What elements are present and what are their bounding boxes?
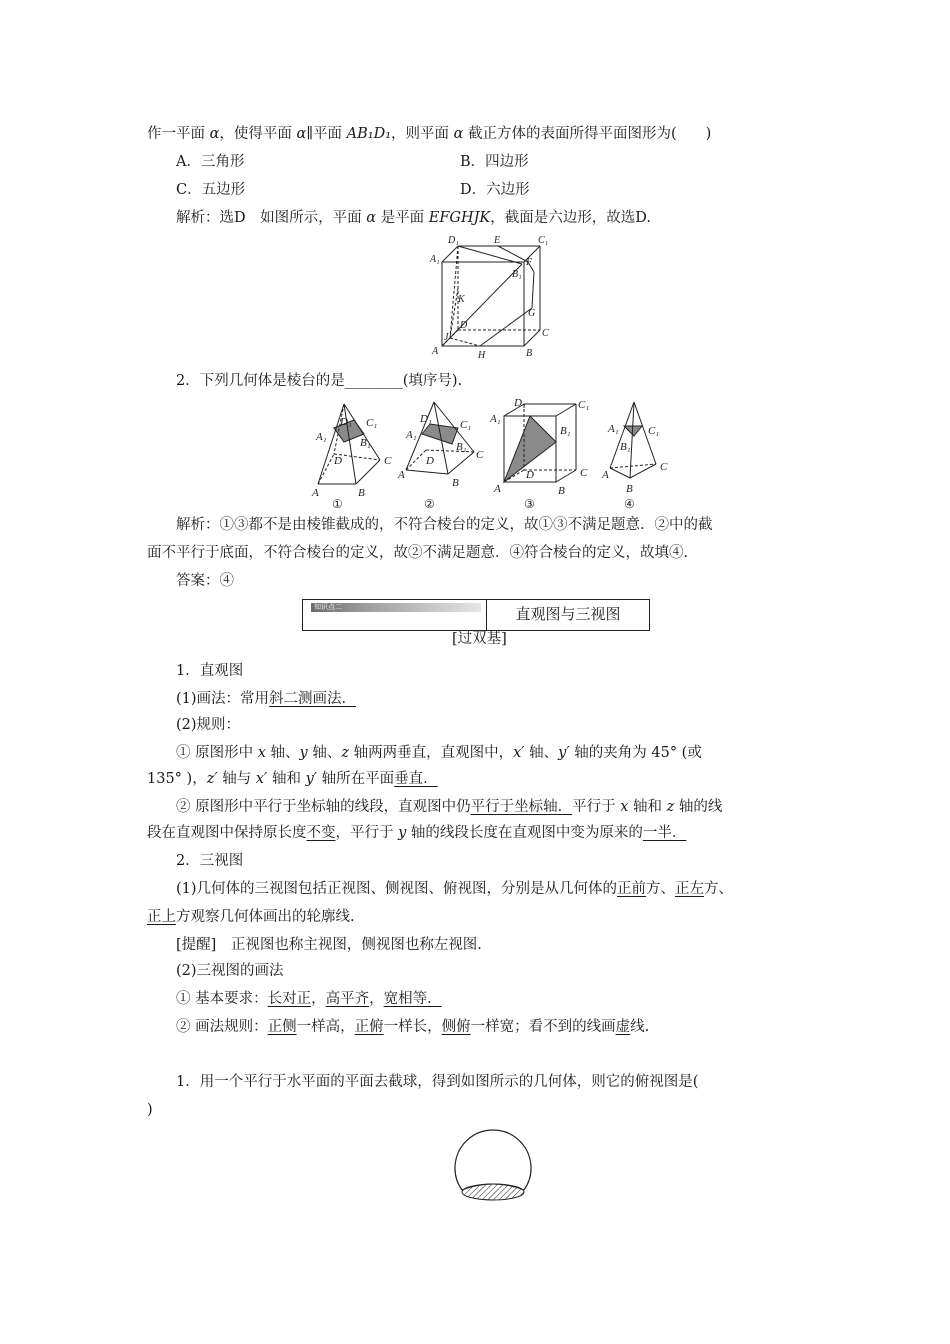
- p1-a: A: [312, 487, 319, 499]
- section-tag: 知识点二: [311, 603, 481, 612]
- label-j: J: [444, 332, 449, 343]
- heading-three-views: 2．三视图: [176, 853, 244, 869]
- q3-stem-line2: ): [147, 1102, 153, 1118]
- q1-analysis: 解析：选D 如图所示，平面 α 是平面 EFGHJK，截面是六边形，故选D.: [176, 210, 651, 226]
- panel-num-4: ④: [624, 497, 635, 510]
- q2-stem: 2．下列几何体是棱台的是________(填序号).: [176, 373, 463, 389]
- drawing-rules: ② 画法规则：正侧一样高，正俯一样长，侧俯一样宽；看不到的线画虚线.: [176, 1019, 650, 1035]
- p2-a1: A₁: [406, 429, 417, 441]
- label-e: E: [494, 235, 501, 246]
- rule-1-line2: 135° )，z′ 轴与 x′ 轴和 y′ 轴所在平面垂直．: [147, 771, 438, 787]
- p2-a: A: [398, 469, 405, 481]
- p3-c: C: [580, 467, 588, 479]
- panel-num-2: ②: [424, 497, 435, 510]
- label-b1: B₁: [512, 269, 522, 280]
- label-k: K: [458, 294, 465, 305]
- q2-analysis-line1: 解析：①③都不是由棱锥截成的，不符合棱台的定义，故①③不满足题意．②中的截: [176, 517, 713, 533]
- p3-b1: B₁: [560, 425, 571, 437]
- p3-a: A: [494, 483, 501, 495]
- panel-num-1: ①: [332, 497, 343, 510]
- basic-requirement: ① 基本要求：长对正，高平齐，宽相等．: [176, 991, 442, 1007]
- label-h: H: [478, 350, 486, 361]
- three-views-line2: 正上方观察几何体画出的轮廓线.: [147, 909, 355, 925]
- heading-intuitive-view: 1．直观图: [176, 663, 244, 679]
- q1-stem: 作一平面 α，使得平面 α∥平面 AB₁D₁，则平面 α 截正方体的表面所得平面图形为( ): [147, 126, 712, 142]
- section-tag-cell: [303, 600, 487, 630]
- p1-d: D: [334, 455, 342, 467]
- p4-a1: A₁: [608, 423, 619, 435]
- p1-c: C: [384, 455, 392, 467]
- p1-d1: D₁: [340, 416, 352, 428]
- p3-d: D: [526, 469, 534, 481]
- label-c: C: [542, 328, 549, 339]
- section-subtitle: [过双基]: [452, 631, 507, 647]
- frustum-figures: [308, 398, 678, 510]
- section-header: [302, 599, 650, 631]
- p2-c: C: [476, 449, 484, 461]
- p1-b1: B₁: [360, 437, 371, 449]
- q3-stem-line1: 1．用一个平行于水平面的平面去截球，得到如图所示的几何体，则它的俯视图是(: [176, 1074, 699, 1090]
- label-g: G: [528, 308, 536, 319]
- reminder: [提醒] 正视图也称主视图，侧视图也称左视图.: [176, 937, 482, 953]
- p2-d: D: [426, 455, 434, 467]
- rule-1-line1: ① 原图形中 x 轴、y 轴、z 轴两两垂直，直观图中，x′ 轴、y′ 轴的夹角为 45° (或: [176, 745, 702, 761]
- p2-b1: B₁: [456, 441, 467, 453]
- label-b: B: [526, 348, 533, 359]
- label-c1: C₁: [538, 235, 549, 246]
- option-d: D．六边形: [460, 182, 530, 198]
- option-a: A．三角形: [176, 154, 245, 170]
- label-a1: A₁: [430, 254, 440, 265]
- drawing-method: (1)画法：常用斜二测画法．: [176, 691, 357, 707]
- p1-b: B: [358, 487, 365, 499]
- p4-c: C: [660, 461, 668, 473]
- p1-c1: C₁: [366, 417, 378, 429]
- drawing-method-heading: (2)三视图的画法: [176, 963, 284, 979]
- truncated-sphere-figure: [448, 1126, 538, 1210]
- p2-b: B: [452, 477, 459, 489]
- label-f: F: [526, 257, 533, 268]
- p4-c1: C₁: [648, 425, 660, 437]
- p2-d1: D₁: [420, 413, 432, 425]
- three-views-line1: (1)几何体的三视图包括正视图、侧视图、俯视图，分别是从几何体的正前方、正左方、: [176, 881, 734, 897]
- p3-b: B: [558, 485, 565, 497]
- label-d: D: [460, 320, 468, 331]
- option-c: C．五边形: [176, 182, 246, 198]
- p1-a1: A₁: [316, 431, 327, 443]
- option-b: B．四边形: [460, 154, 529, 170]
- solid-3: [504, 404, 576, 482]
- p4-b1: B₁: [620, 441, 631, 453]
- cube-section-figure: [428, 232, 558, 364]
- solid-4: [610, 402, 656, 478]
- section-title: 直观图与三视图: [515, 605, 621, 623]
- p4-a: A: [602, 469, 609, 481]
- rules-heading: (2)规则：: [176, 717, 241, 733]
- p3-c1: C₁: [578, 399, 590, 411]
- p2-c1: C₁: [460, 419, 472, 431]
- p3-a1: A₁: [490, 413, 501, 425]
- label-d1: D₁: [448, 235, 459, 246]
- rule-2-line1: ② 原图形中平行于坐标轴的线段，直观图中仍平行于坐标轴．平行于 x 轴和 z 轴的线: [176, 799, 723, 815]
- rule-2-line2: 段在直观图中保持原长度不变，平行于 y 轴的线段长度在直观图中变为原来的一半．: [147, 825, 687, 841]
- p4-b: B: [626, 483, 633, 495]
- q2-analysis-line2: 面不平行于底面，不符合棱台的定义，故②不满足题意．④符合棱台的定义，故填④.: [147, 545, 689, 561]
- p3-d1: D₁: [514, 398, 526, 409]
- panel-num-3: ③: [524, 497, 535, 510]
- label-a: A: [432, 346, 439, 357]
- q2-answer: 答案：④: [176, 573, 234, 589]
